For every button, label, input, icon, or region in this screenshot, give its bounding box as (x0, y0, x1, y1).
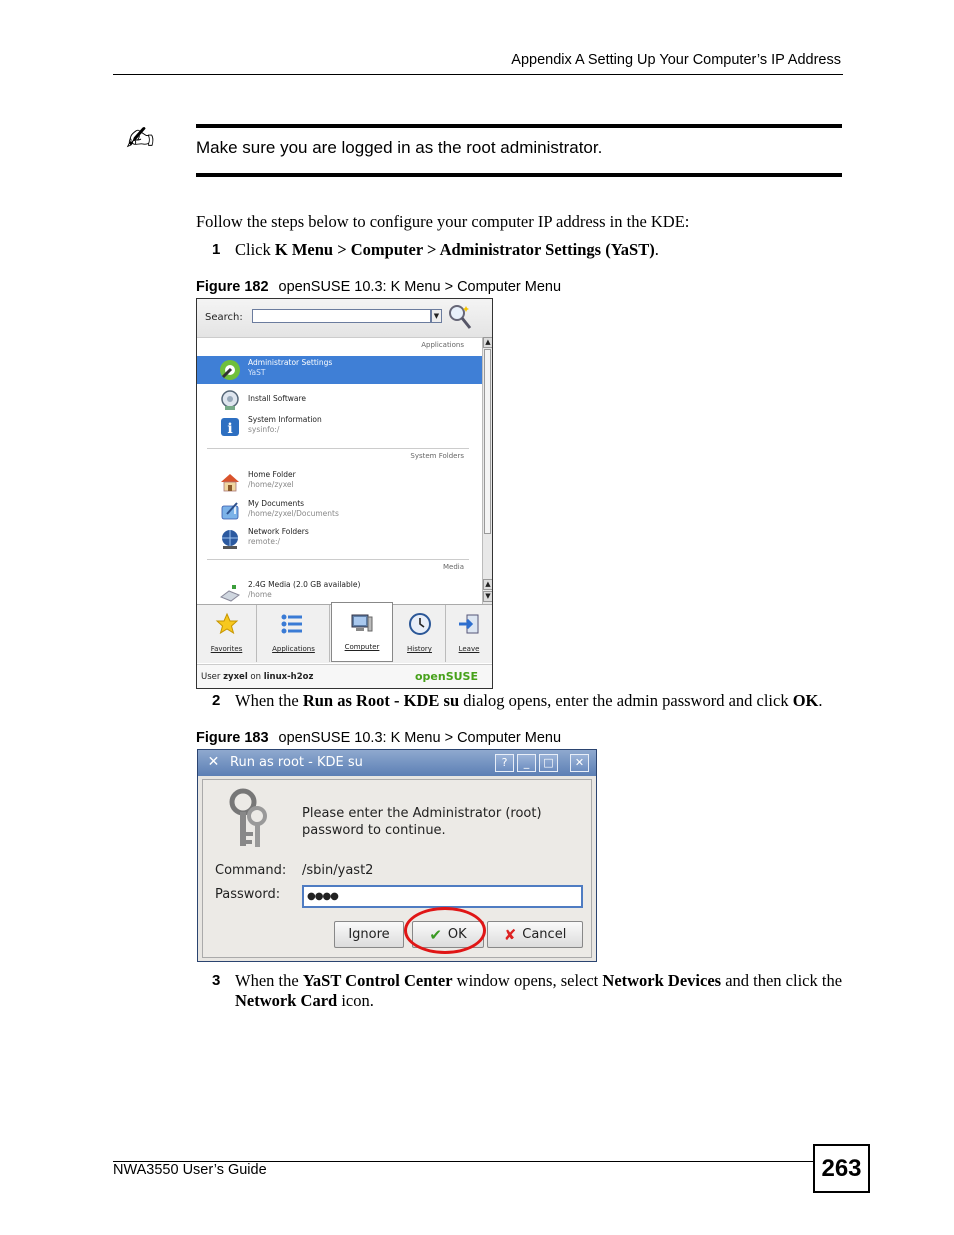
tab-label: Computer (344, 643, 380, 651)
step-text: Click K Menu > Computer > Administrator Settings (YaST). (235, 240, 659, 259)
chevron-down-icon[interactable]: ▼ (431, 309, 442, 323)
tab-label: Favorites (210, 645, 243, 653)
section-divider (207, 448, 469, 449)
maximize-button[interactable]: □ (539, 754, 558, 772)
password-label: Password: (215, 887, 281, 902)
kmenu-screenshot (196, 298, 493, 689)
leave-icon (457, 612, 481, 636)
tab-favorites[interactable] (197, 605, 257, 662)
step-text: When the Run as Root - KDE su dialog opens, enter the admin password and click OK. (235, 691, 823, 710)
ignore-label: Ignore (348, 927, 390, 942)
network-icon (219, 528, 241, 550)
opensuse-logo: openSUSE (414, 670, 478, 683)
footer-guide-name: NWA3550 User’s Guide (113, 1162, 267, 1178)
figure-caption: Figure 183 openSUSE 10.3: K Menu > Computer Menu (196, 730, 562, 746)
highlight-circle (404, 907, 486, 954)
tab-label: History (407, 645, 432, 653)
dialog-message: Please enter the Administrator (root) password to continue. (302, 806, 542, 838)
menu-item-install-software[interactable] (197, 386, 482, 414)
password-field[interactable]: ●●●● (302, 885, 583, 908)
home-icon (219, 471, 241, 493)
yast-icon (219, 359, 241, 381)
menu-item-subtitle: /home/zyxel/Documents (248, 509, 339, 518)
header-rule (113, 74, 843, 75)
info-icon (219, 416, 241, 438)
category-system-folders: System Folders (410, 452, 464, 460)
scrollbar-thumb[interactable] (484, 349, 491, 534)
menu-item-subtitle: remote:/ (248, 537, 281, 546)
star-icon (215, 612, 239, 636)
close-button[interactable]: ✕ (570, 754, 589, 772)
kmenu-tab-bar (197, 604, 492, 663)
section-divider (207, 559, 469, 560)
search-icon[interactable] (447, 303, 473, 331)
cancel-label: Cancel (522, 927, 567, 942)
computer-icon (350, 611, 374, 635)
applications-list-icon (280, 612, 304, 636)
clock-icon (408, 612, 432, 636)
note-pen-icon: ✍ (126, 119, 155, 159)
intro-paragraph: Follow the steps below to configure your computer IP address in the KDE: (196, 212, 690, 231)
page-number: 263 (813, 1144, 870, 1193)
tab-label: Leave (458, 645, 480, 653)
menu-item-title: 2.4G Media (2.0 GB available) (248, 580, 361, 589)
menu-item-title: Install Software (248, 394, 307, 403)
scroll-up-arrow-icon[interactable]: ▲ (483, 579, 493, 590)
menu-item-title: Home Folder (248, 470, 296, 479)
tab-applications[interactable] (258, 605, 330, 662)
menu-item-subtitle: sysinfo:/ (248, 425, 280, 434)
scroll-up-arrow-icon[interactable]: ▲ (483, 337, 493, 348)
menu-item-subtitle: YaST (248, 368, 266, 377)
menu-item-title: Administrator Settings (248, 358, 333, 367)
svg-text:i: i (227, 421, 233, 437)
keys-icon (223, 788, 275, 854)
help-button[interactable]: ? (495, 754, 514, 772)
command-label: Command: (215, 863, 287, 878)
step-number: 2 (212, 692, 221, 709)
command-value: /sbin/yast2 (302, 863, 374, 878)
run-as-root-dialog (197, 749, 597, 962)
install-icon (219, 389, 241, 411)
minimize-button[interactable]: _ (517, 754, 536, 772)
status-user: User zyxel on linux-h2oz (201, 672, 314, 682)
media-icon (219, 581, 241, 603)
tab-computer[interactable] (331, 602, 393, 662)
step-number: 1 (212, 241, 221, 258)
figure-caption: Figure 182 openSUSE 10.3: K Menu > Computer Menu (196, 279, 562, 295)
tab-label: Applications (272, 645, 315, 653)
menu-item-title: My Documents (248, 499, 305, 508)
checkmark-icon: ✔ (429, 925, 442, 944)
note-text: Make sure you are logged in as the root administrator. (196, 138, 603, 157)
tab-leave[interactable] (446, 605, 492, 662)
dialog-body (202, 779, 592, 958)
menu-item-network-folders[interactable] (197, 525, 482, 553)
menu-item-administrator-settings[interactable] (197, 356, 482, 384)
scrollbar[interactable] (482, 337, 493, 605)
menu-item-media[interactable] (197, 578, 482, 604)
menu-item-my-documents[interactable] (197, 497, 482, 525)
cancel-x-icon: ✘ (503, 925, 517, 944)
dialog-title: Run as root - KDE su (230, 755, 363, 770)
step-text: When the YaST Control Center window opens, select Network Devices and then click the Network Card icon. (235, 971, 843, 1010)
menu-item-subtitle: /home (248, 590, 272, 599)
kde-app-icon: ✕ (207, 754, 220, 770)
menu-item-system-information[interactable] (197, 413, 482, 441)
kmenu-status-bar (197, 664, 492, 689)
documents-icon (219, 500, 241, 522)
search-input[interactable] (252, 309, 431, 323)
cancel-button[interactable] (487, 921, 583, 948)
note-bottom-rule (196, 173, 842, 177)
menu-item-title: System Information (248, 415, 322, 424)
menu-item-title: Network Folders (248, 527, 309, 536)
kmenu-search-bar (197, 299, 492, 338)
dialog-titlebar (198, 750, 596, 776)
tab-history[interactable] (394, 605, 446, 662)
category-applications: Applications (421, 341, 464, 349)
ignore-button[interactable] (334, 921, 404, 948)
step-number: 3 (212, 972, 221, 989)
ok-label: OK (447, 927, 467, 942)
search-label: Search: (205, 312, 243, 323)
category-media: Media (442, 563, 464, 571)
note-top-rule (196, 124, 842, 128)
running-header: Appendix A Setting Up Your Computer’s IP Address (511, 52, 841, 68)
menu-item-home-folder[interactable] (197, 468, 482, 496)
scroll-down-arrow-icon[interactable]: ▼ (483, 591, 493, 602)
menu-item-subtitle: /home/zyxel (248, 480, 294, 489)
